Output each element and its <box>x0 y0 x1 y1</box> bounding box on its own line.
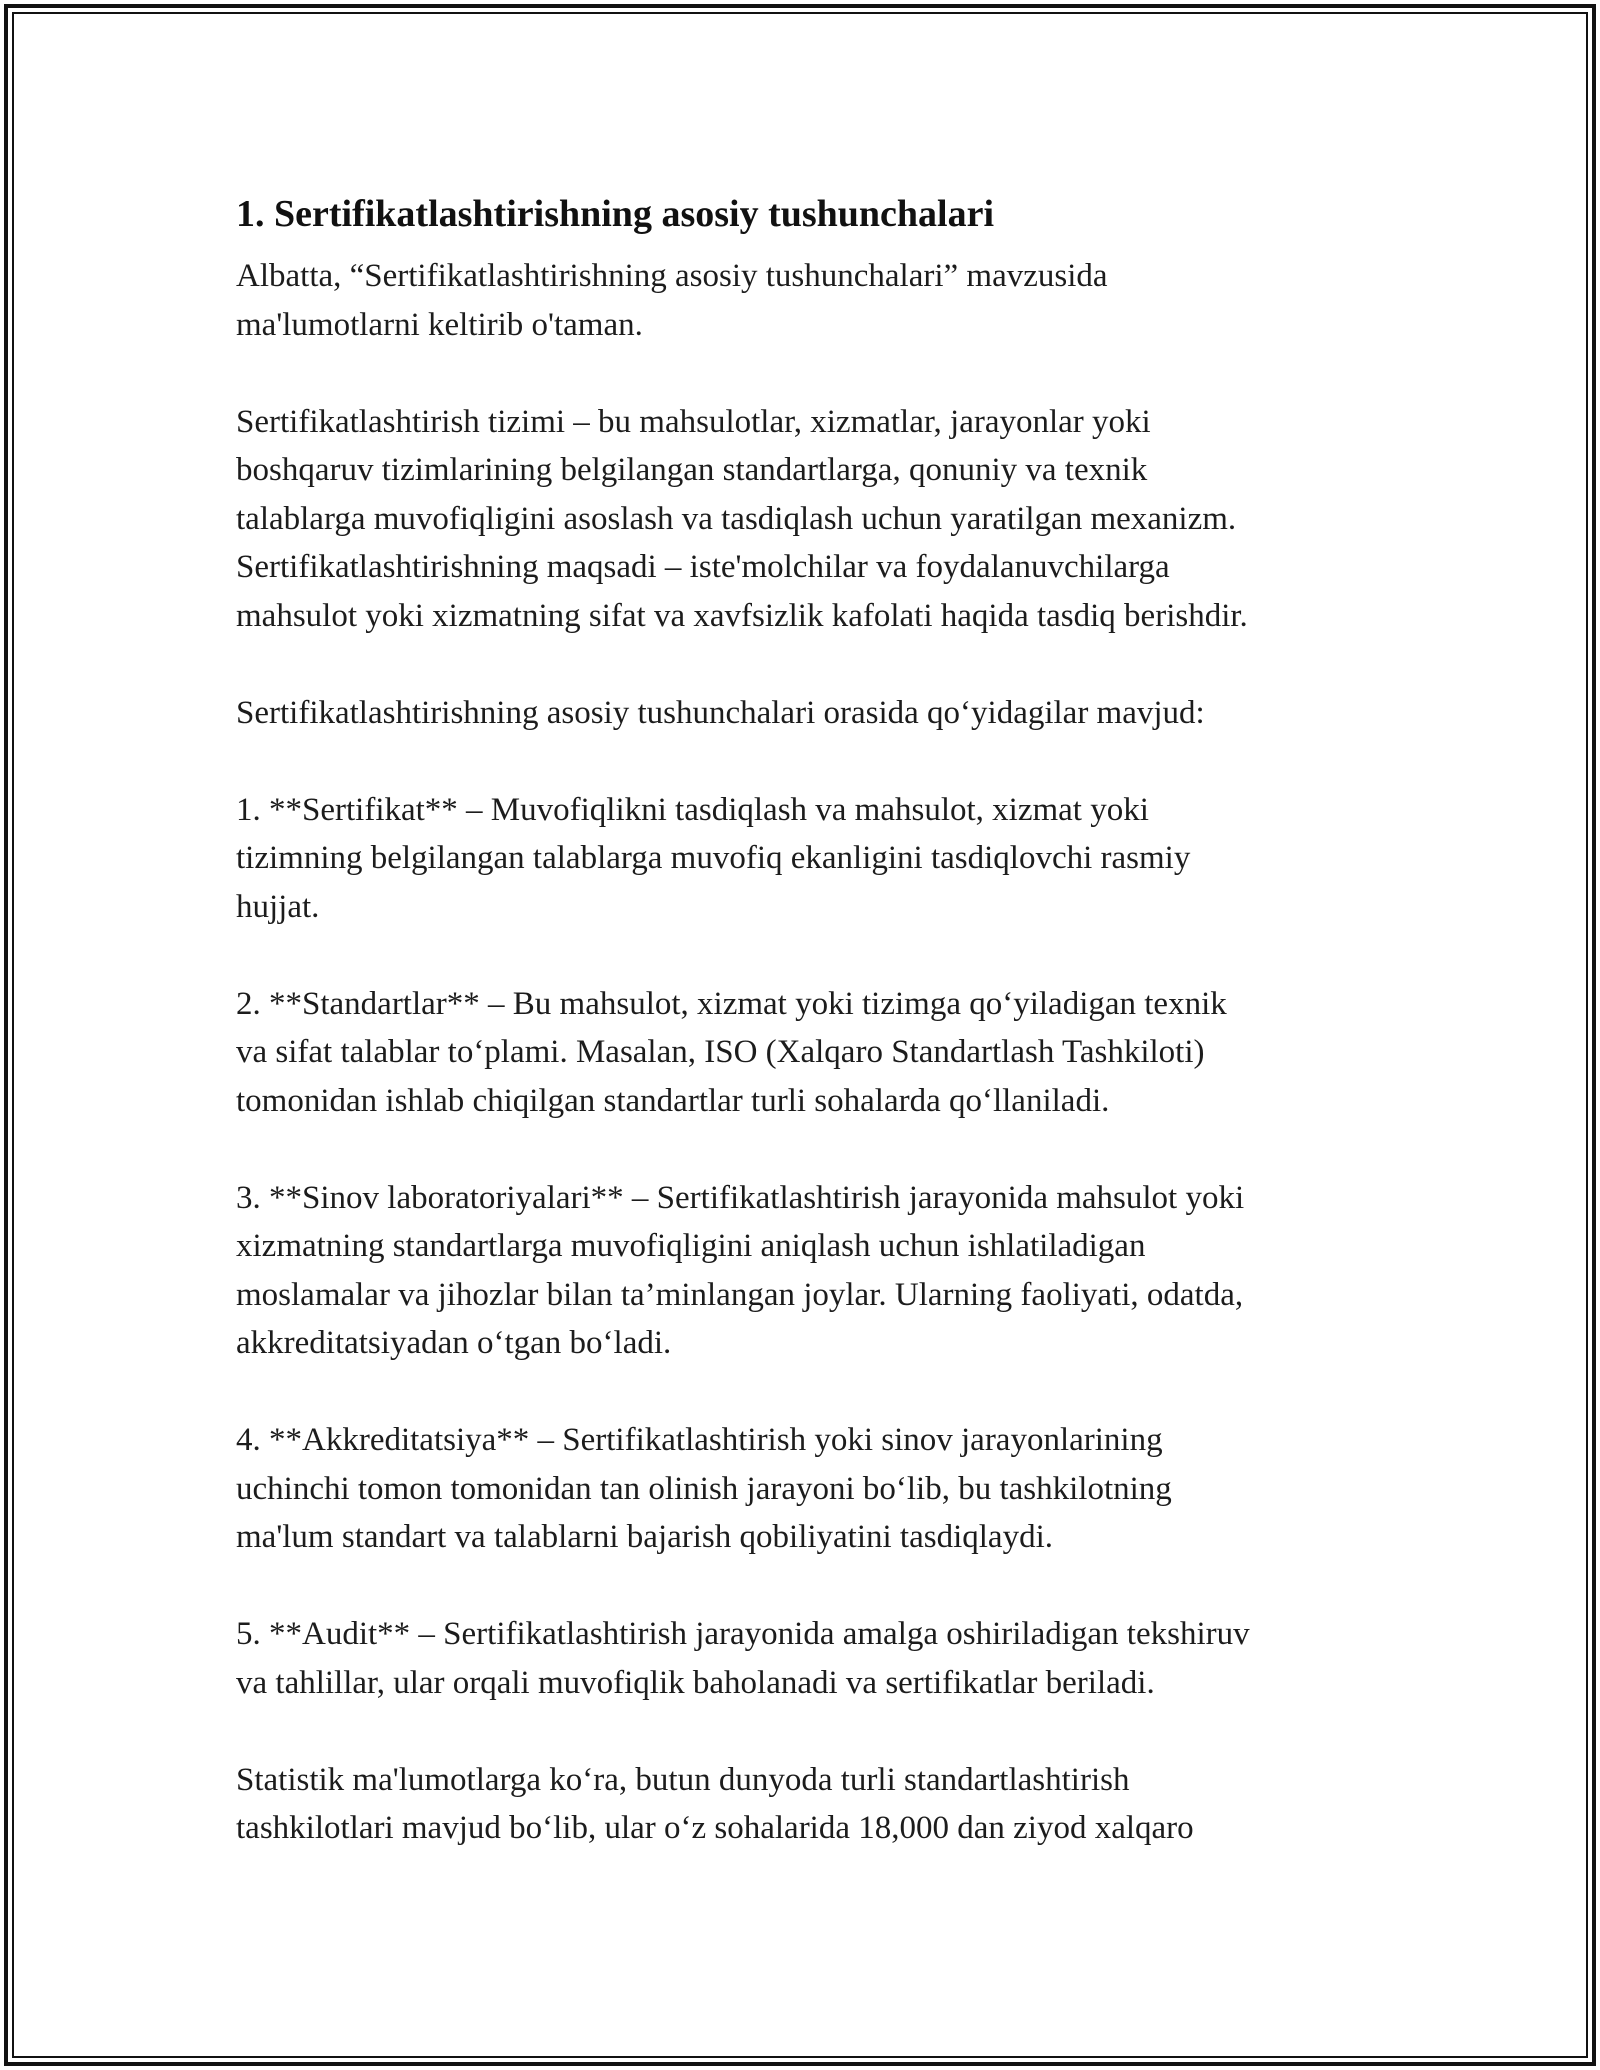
text-line: Sertifikatlashtirishning asosiy tushunchalari orasida qoʻyidagilar mavjud: <box>236 694 1205 731</box>
list-intro-paragraph <box>236 689 1376 738</box>
text-line: moslamalar va jihozlar bilan ta’minlangan joylar. Ularning faoliyati, odatda, <box>236 1276 1244 1313</box>
text-line: hujjat. <box>236 888 320 925</box>
text-line: 1. **Sertifikat** – Muvofiqlikni tasdiqlash va mahsulot, xizmat yoki <box>236 791 1149 828</box>
intro-paragraph <box>236 252 1376 349</box>
text-line: mahsulot yoki xizmatning sifat va xavfsizlik kafolati haqida tasdiq berishdir. <box>236 597 1248 634</box>
text-line: va tahlillar, ular orqali muvofiqlik baholanadi va sertifikatlar beriladi. <box>236 1664 1155 1701</box>
text-line: ma'lum standart va talablarni bajarish qobiliyatini tasdiqlaydi. <box>236 1519 1053 1555</box>
text-line: Statistik ma'lumotlarga koʻra, butun dunyoda turli standartlashtirish <box>236 1761 1130 1798</box>
text-line: talablarga muvofiqligini asoslash va tasdiqlash uchun yaratilgan mexanizm. <box>236 500 1237 537</box>
list-item-akkreditatsiya <box>236 1416 1376 1562</box>
text-line: xizmatning standartlarga muvofiqligini aniqlash uchun ishlatiladigan <box>236 1228 1146 1264</box>
text-line: akkreditatsiyadan oʻtgan boʻladi. <box>236 1325 672 1361</box>
text-line: Albatta, “Sertifikatlashtirishning asosiy tushunchalari” mavzusida <box>236 258 1108 294</box>
list-item-standartlar <box>236 980 1376 1126</box>
text-line: Sertifikatlashtirishning maqsadi – iste'molchilar va foydalanuvchilarga <box>236 549 1170 585</box>
text-line: Sertifikatlashtirish tizimi – bu mahsulotlar, xizmatlar, jarayonlar yoki <box>236 403 1151 440</box>
text-line: uchinchi tomon tomonidan tan olinish jarayoni boʻlib, bu tashkilotning <box>236 1470 1172 1507</box>
list-item-audit <box>236 1610 1376 1707</box>
text-line: 2. **Standartlar** – Bu mahsulot, xizmat yoki tizimga qoʻyiladigan texnik <box>236 985 1227 1022</box>
text-line: boshqaruv tizimlarining belgilangan standartlarga, qonuniy va texnik <box>236 452 1148 488</box>
list-item-sinov-laboratoriyalari <box>236 1174 1376 1368</box>
text-line: tizimning belgilangan talablarga muvofiq ekanligini tasdiqlovchi rasmiy <box>236 840 1191 876</box>
text-line: ma'lumotlarni keltirib o'taman. <box>236 306 643 343</box>
document-body <box>236 190 1376 1901</box>
definition-paragraph <box>236 398 1376 641</box>
text-line: 5. **Audit** – Sertifikatlashtirish jarayonida amalga oshiriladigan tekshiruv <box>236 1616 1250 1652</box>
statistics-paragraph <box>236 1756 1376 1853</box>
section-heading: 1. Sertifikatlashtirishning asosiy tushunchalari <box>236 193 995 235</box>
text-line: tashkilotlari mavjud boʻlib, ular oʻz sohalarida 18,000 dan ziyod xalqaro <box>236 1810 1194 1846</box>
text-line: 4. **Akkreditatsiya** – Sertifikatlashtirish yoki sinov jarayonlarining <box>236 1422 1163 1458</box>
list-item-sertifikat <box>236 786 1376 932</box>
text-line: 3. **Sinov laboratoriyalari** – Sertifikatlashtirish jarayonida mahsulot yoki <box>236 1179 1245 1216</box>
text-line: va sifat talablar toʻplami. Masalan, ISO (Xalqaro Standartlash Tashkiloti) <box>236 1034 1205 1070</box>
text-line: tomonidan ishlab chiqilgan standartlar turli sohalarda qoʻllaniladi. <box>236 1082 1110 1119</box>
